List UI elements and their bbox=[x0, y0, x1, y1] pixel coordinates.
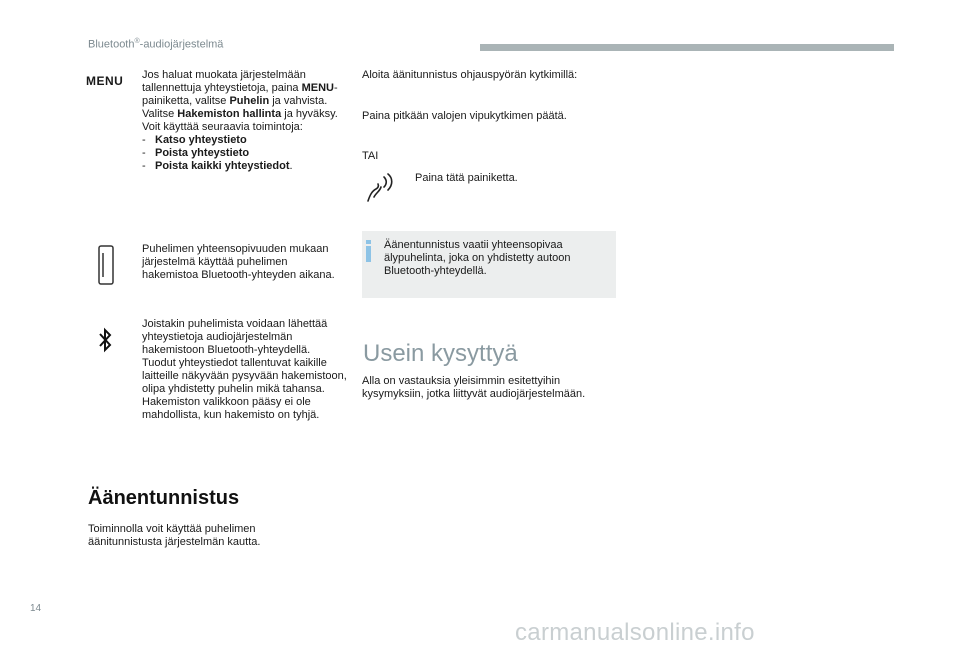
faq-intro-paragraph: Alla on vastauksia yleisimmin esitettyihin kysymyksiin, jotka liittyvät audiojärjestelmään. bbox=[362, 375, 586, 400]
edit-contacts-paragraph: Jos haluat muokata järjestelmään tallennettuja yhteystietoja, paina MENU-painiketta, valitse Puhelin ja vahvista. Valitse Hakemiston hallinta ja hyväksy. Voit käyttää seuraavia toimintoja: - Katso yhteystieto - Poista yhteystieto - Poista kaikki yhteystiedot. bbox=[142, 69, 347, 173]
menu-icon: MENU bbox=[86, 74, 124, 88]
section-title-voice: Äänentunnistus bbox=[88, 487, 240, 509]
info-box bbox=[362, 231, 616, 298]
voice-start-text: Aloita äänitunnistus ohjauspyörän kytkimillä: bbox=[362, 69, 578, 81]
list-item: - Poista kaikki yhteystiedot. bbox=[142, 160, 293, 172]
header-bar bbox=[480, 44, 894, 51]
lever-press-text: Paina pitkään valojen vipukytkimen päätä. bbox=[362, 110, 567, 122]
press-button-text: Paina tätä painiketta. bbox=[415, 172, 518, 184]
phone-icon bbox=[98, 245, 114, 290]
info-text: Äänentunnistus vaatii yhteensopivaa älypuhelinta, joka on yhdistetty autoon Bluetooth-yhteydellä. bbox=[384, 239, 571, 277]
bluetooth-contacts-paragraph: Joistakin puhelimista voidaan lähettää yhteystietoja audiojärjestelmän hakemistoon Bluetooth-yhteydellä. Tuodut yhteystiedot tallentuvat kaikille laitteille näkyvään pysyvään hakemistoon, olipa yhdistetty puhelin mikä tahansa. Hakemiston valikkoon pääsy ei ole mahdollista, kun hakemisto on tyhjä. bbox=[142, 318, 347, 421]
voice-intro-paragraph: Toiminnolla voit käyttää puhelimen äänitunnistusta järjestelmän kautta. bbox=[88, 523, 261, 548]
bluetooth-icon bbox=[98, 326, 112, 359]
watermark: carmanualsonline.info bbox=[515, 619, 755, 646]
section-title-faq: Usein kysyttyä bbox=[363, 340, 518, 367]
voice-command-icon bbox=[364, 173, 400, 210]
list-item: - Poista yhteystieto bbox=[142, 147, 250, 159]
page-number: 14 bbox=[30, 603, 42, 614]
or-text: TAI bbox=[362, 150, 379, 162]
header-title: Bluetooth®-audiojärjestelmä bbox=[88, 38, 224, 51]
list-item: - Katso yhteystieto bbox=[142, 134, 247, 146]
functions-list bbox=[142, 134, 347, 173]
phonebook-compat-paragraph: Puhelimen yhteensopivuuden mukaan järjestelmä käyttää puhelimen hakemistoa Bluetooth-yhteyden aikana. bbox=[142, 243, 335, 281]
info-icon bbox=[366, 240, 371, 262]
